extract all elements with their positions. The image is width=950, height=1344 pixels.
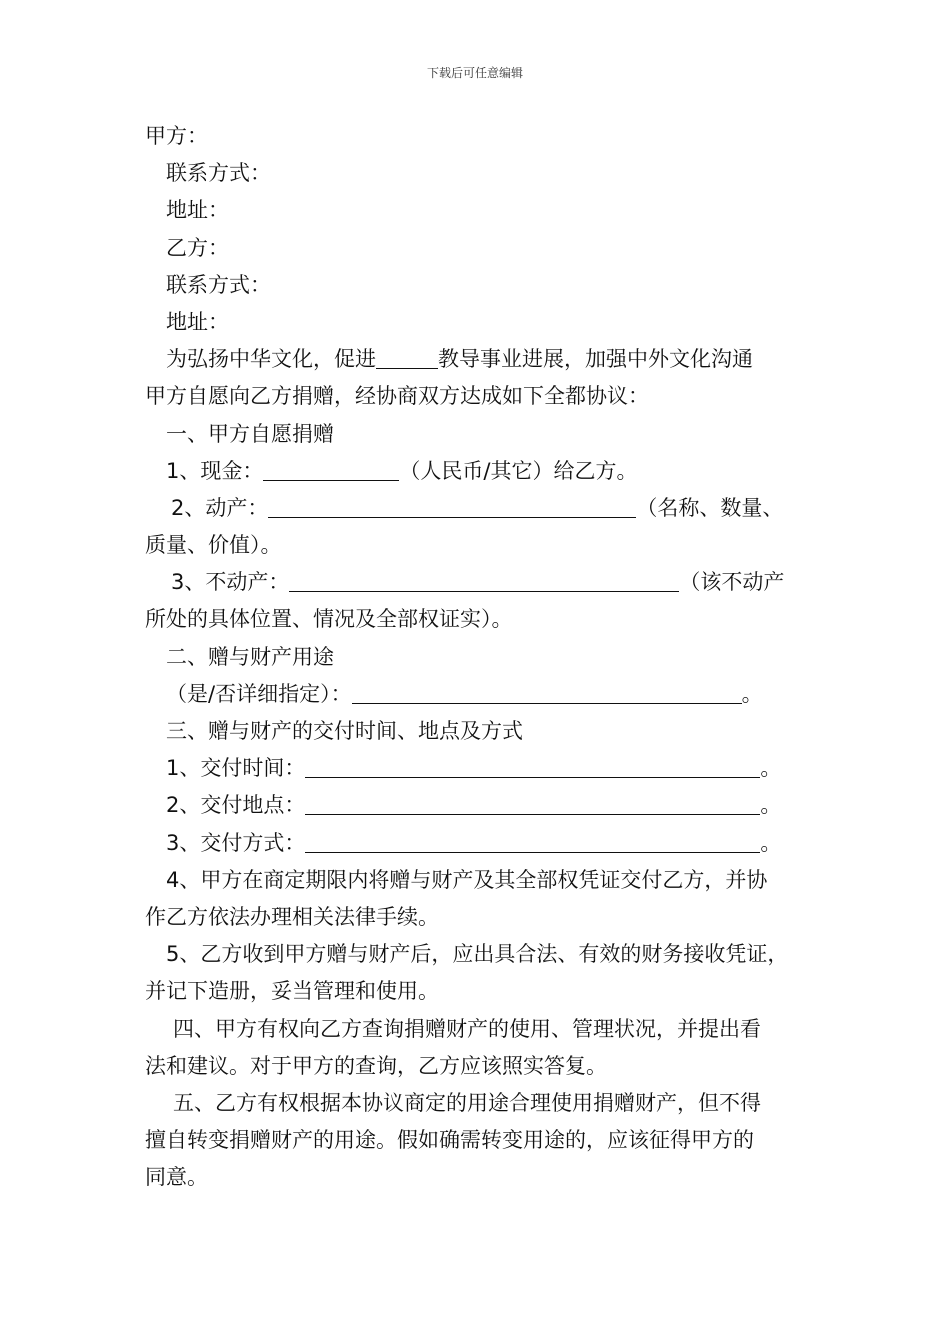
delivery-time-blank[interactable] (305, 757, 760, 778)
agreement-document (145, 118, 815, 1196)
party-a-address: 地址： (166, 198, 229, 223)
item4-line-2: 作乙方依法办理相关法律手续。 (145, 904, 439, 929)
delivery-time-end: 。 (760, 756, 782, 781)
cash-blank[interactable] (263, 460, 399, 481)
movable-label: 2、动产： (171, 495, 269, 520)
estate-blank[interactable] (289, 571, 679, 592)
delivery-time-line (145, 750, 815, 787)
specify-label: （是/否详细指定）： (166, 681, 352, 706)
party-b-address: 地址： (166, 309, 229, 334)
section2-title: 二、赠与财产用途 (166, 644, 334, 669)
cash-line (145, 453, 815, 490)
party-a-contact: 联系方式： (166, 161, 271, 186)
preamble-line-2: 甲方自愿向乙方捐赠，经协商双方达成如下全都协议： (145, 384, 649, 409)
party-a-label: 甲方： (145, 124, 208, 148)
movable-blank[interactable] (268, 497, 636, 518)
party-b-contact: 联系方式： (166, 272, 271, 297)
item5-line-2: 并记下造册，妥当管理和使用。 (145, 979, 439, 1004)
item4-line-1: 4、甲方在商定期限内将赠与财产及其全部权凭证交付乙方，并协 (166, 867, 768, 892)
delivery-method-line (145, 825, 815, 862)
section5-line-3: 同意。 (145, 1165, 208, 1190)
delivery-method-end: 。 (760, 830, 782, 855)
section5-line-1: 五、乙方有权根据本协议商定的用途合理使用捐赠财产，但不得 (173, 1090, 761, 1115)
delivery-place-blank[interactable] (305, 794, 760, 815)
delivery-place-label: 2、交付地点： (166, 793, 306, 818)
section4-line-2: 法和建议。对于甲方的查询，乙方应该照实答复。 (145, 1053, 607, 1078)
cash-suffix: （人民币/其它）给乙方。 (399, 458, 638, 483)
movable-continuation: 质量、价值）。 (145, 533, 282, 558)
section3-title: 三、赠与财产的交付时间、地点及方式 (166, 719, 523, 743)
delivery-time-label: 1、交付时间： (166, 756, 306, 781)
movable-line (145, 490, 815, 527)
section4-line-1: 四、甲方有权向乙方查询捐赠财产的使用、管理状况，并提出看 (173, 1016, 761, 1041)
delivery-place-end: 。 (760, 793, 782, 818)
section5-line-2: 擅自转变捐赠财产的用途。假如确需转变用途的，应该征得甲方的 (145, 1128, 754, 1153)
specify-suffix: 。 (741, 681, 763, 706)
delivery-method-blank[interactable] (305, 832, 760, 853)
party-b-label: 乙方： (166, 235, 229, 260)
preamble-text-after: 教导事业进展，加强中外文化沟通 (438, 347, 753, 372)
preamble-line-1 (145, 341, 815, 378)
section1-title: 一、甲方自愿捐赠 (166, 421, 334, 446)
estate-suffix: （该不动产 (679, 570, 785, 595)
specify-line (145, 676, 815, 713)
estate-label: 3、不动产： (171, 570, 290, 595)
header-note: 下载后可任意编辑 (426, 66, 523, 80)
delivery-place-line (145, 787, 815, 824)
estate-line (145, 564, 815, 601)
movable-suffix: （名称、数量、 (636, 495, 784, 520)
item5-line-1: 5、乙方收到甲方赠与财产后，应出具合法、有效的财务接收凭证， (166, 942, 789, 967)
cash-label: 1、现金： (166, 458, 264, 483)
education-blank[interactable] (376, 348, 438, 369)
specify-blank[interactable] (352, 683, 742, 704)
preamble-text-before: 为弘扬中华文化，促进 (166, 347, 376, 372)
estate-continuation: 所处的具体位置、情况及全部权证实）。 (145, 607, 513, 632)
delivery-method-label: 3、交付方式： (166, 830, 306, 855)
